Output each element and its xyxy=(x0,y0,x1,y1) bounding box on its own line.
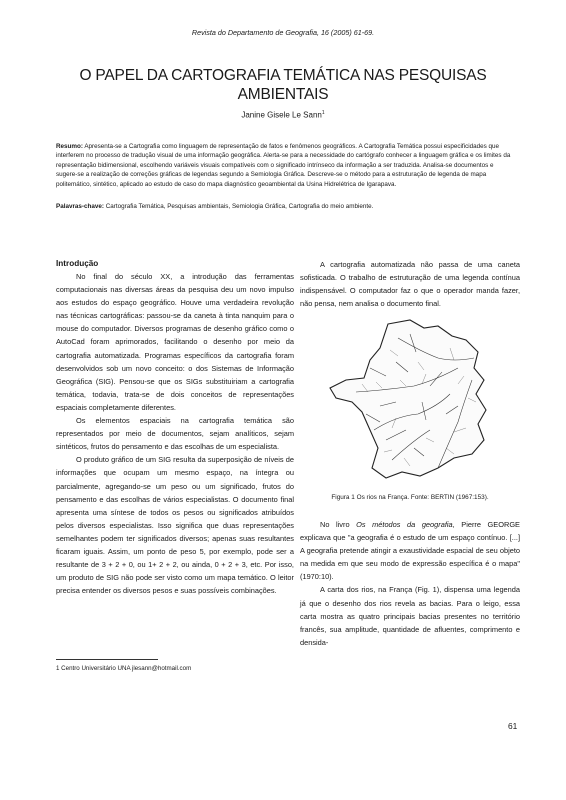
paragraph: O produto gráfico de um SIG resulta da superposição de níveis de informações que ocupam um mesmo espaço, na íntegra ou parcialmente, agregando-se um peso ou um significado, frutos do pensamento e das escolhas de vários especialistas. O documento final apresenta uma síntese de todos os pesos ou significados atribuídos pelos diversos especialistas. Isso significa que duas representações semelhantes podem ter significados diversos; apenas suas resultantes ficaram iguais. Assim, um ponto de peso 5, por exemplo, pode ser a resultante de 3 + 2 + 0, ou 1+ 2 + 2, ou ainda, 0 + 2 + 3, etc. Por isso, um produto de SIG não pode ser visto como um mapa temático. O leitor precisa entender os diversos pesos e suas possíveis combinações. xyxy=(56,455,294,596)
footnote-divider xyxy=(56,659,158,660)
figure-caption: Figura 1 Os rios na França. Fonte: BERTIN (1967:153). xyxy=(331,494,489,501)
paragraph: A cartografia automatizada não passa de uma caneta sofisticada. O trabalho de estruturação de uma legenda contínua indispensável. O computador faz o que o operador manda fazer, não pensa, nem analisa o documento final. xyxy=(300,260,520,309)
page-number: 61 xyxy=(508,721,518,731)
footnote: 1 Centro Universitário UNA jlesann@hotmail.com xyxy=(56,665,192,672)
book-title: Os métodos da geografia xyxy=(356,520,453,529)
paragraph: No final do século XX, a introdução das ferramentas computacionais nas diversas áreas da pesquisa deu um novo impulso aos estudos do espaço geográfico. Houve uma verdadeira revolução nas técnicas cartográficas: passou-se da caneta à tinta nanquim para o mouse do computador. Diversos programas de desenho gráfico como o AutoCad foram aprimorados, facilitando o desenho por meio da cartografia automatizada. Programas específicos da cartografia foram desenvolvidos sob um novo conceito: o dos Sistemas de Informação Geográfica (SIG). Pensou-se que os SIGs substituiriam a cartografia temática, todavia, trata-se de dois conceitos de representações espaciais completamente diferentes. xyxy=(56,272,294,412)
section-heading-introducao: Introdução xyxy=(56,259,99,268)
france-rivers-map xyxy=(326,318,502,486)
author-line xyxy=(0,110,566,120)
article-title: O PAPEL DA CARTOGRAFIA TEMÁTICA NAS PESQUISAS AMBIENTAIS xyxy=(79,67,487,103)
author-footnote-marker: 1 xyxy=(321,110,325,116)
paragraph: A carta dos rios, na França (Fig. 1), dispensa uma legenda já que o desenho dos rios revela as bacias. Para o leigo, essa carta mostra as quatro principais bacias presentes no território francês, sua amplitude, quantidade de afluentes, comprimento e densida- xyxy=(300,585,520,647)
author-name: Janine Gisele Le Sann xyxy=(241,110,322,120)
left-column xyxy=(56,258,294,597)
keywords-text: Cartografia Temática, Pesquisas ambientais, Semiologia Gráfica, Cartografia do meio ambiente. xyxy=(105,203,374,210)
right-column-top xyxy=(300,258,520,310)
paragraph-prefix: No livro xyxy=(320,520,357,529)
keywords-label: Palavras-chave: xyxy=(56,203,104,210)
keywords xyxy=(56,202,516,211)
abstract xyxy=(56,142,516,189)
journal-header: Revista do Departamento de Geografia, 16 (2005) 61-69. xyxy=(191,28,375,37)
abstract-label: Resumo: xyxy=(56,143,83,150)
paragraph xyxy=(300,518,520,583)
paragraph: Os elementos espaciais na cartografia temática são representados por meio de documentos, sejam analíticos, sejam sintéticos, frutos do pensamento e das escolhas de um especialista. xyxy=(56,416,294,452)
right-column-bottom xyxy=(300,518,520,649)
abstract-text: Apresenta-se a Cartografia como linguagem de representação de fatos e fenômenos geográficos. A Cartografia Temática possui especificidades que interferem no processo de tradução visual de uma informação geográfica. Alerta-se para a necessidade do cartógrafo conhecer a linguagem gráfica e os limites da representação bidimensional, escolhendo variáveis visuais compatíveis com o significado intrínseco da informação a ser traduzida. Analisa-se documentos e sugere-se a realização de correções gráficas de legendas segundo a Semiologia Gráfica. Descreve-se o método para a estruturação de legenda de mapa politemático, sintético, aplicado ao estudo de caso do mapa diagnóstico geoambiental da Usina Hidrelétrica de Igarapava. xyxy=(56,143,511,188)
paragraph-suffix: , Pierre GEORGE explicava que "a geografia é o estudo de um espaço contínuo. [...] A geografia pretende atingir a exaustividade espacial de seu objeto na medida em que seu modo de expressão específica é o mapa" (1970:10). xyxy=(300,520,520,582)
